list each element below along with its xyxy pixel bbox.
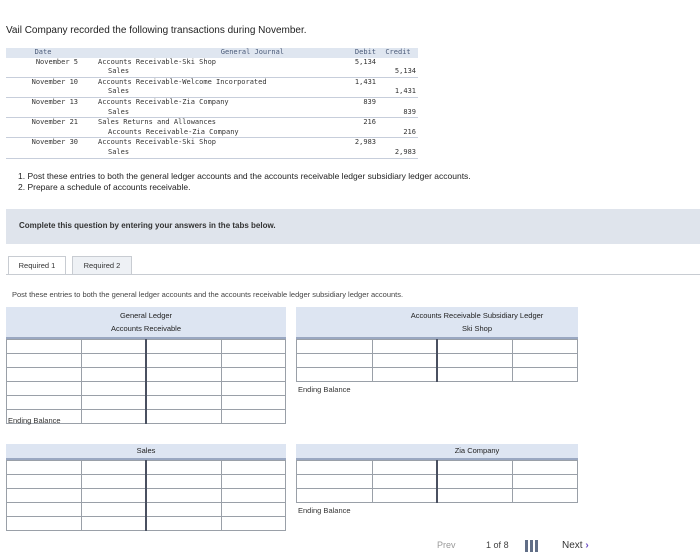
sub-ski-debit-label-cell[interactable] [297,368,373,382]
gl-ar-ending-balance-label: Ending Balance [8,416,61,425]
journal-credit [378,58,418,68]
journal-date: November 21 [31,118,78,127]
next-button[interactable] [562,540,589,551]
journal-account: Sales [84,148,334,158]
gl-ar-credit-label-cell[interactable] [146,354,221,368]
sub-ski-credit-amount-cell[interactable] [513,368,578,382]
chevron-right-icon: › [585,540,589,551]
journal-credit: 5,134 [378,67,418,77]
sub-zia-debit-label-cell[interactable] [297,489,373,503]
journal-account: Sales [84,87,334,97]
gl-sales-row [7,475,286,489]
gl-ar-row [7,382,286,396]
journal-date: November 10 [31,77,78,86]
journal-row [6,108,418,118]
sub-zia-ending-balance-label: Ending Balance [298,506,351,515]
intro-text: Vail Company recorded the following transactions during November. [6,25,307,36]
gl-ar-credit-amount-cell[interactable] [221,354,285,368]
gl-account-ar-title: Accounts Receivable [110,324,182,333]
journal-date [6,148,84,158]
journal-row [6,128,418,138]
gl-sales-debit-label-cell[interactable] [7,489,82,503]
gl-ar-debit-amount-cell[interactable] [82,368,146,382]
gl-ar-debit-label-cell[interactable] [7,382,82,396]
gl-ar-row [7,354,286,368]
journal-row [6,87,418,97]
sub-zia-header [296,444,578,460]
gl-sales-row [7,503,286,517]
gl-ar-credit-amount-cell[interactable] [221,410,285,424]
gl-sales-credit-amount-cell[interactable] [221,517,285,531]
sub-zia-credit-amount-cell[interactable] [513,489,578,503]
page-current: 1 [486,540,492,550]
instructions [18,171,471,193]
gl-ar-credit-label-cell[interactable] [146,368,221,382]
gl-sales-debit-amount-cell[interactable] [82,503,146,517]
gl-sales-debit-amount-cell[interactable] [82,489,146,503]
grid-icon[interactable] [525,540,539,552]
gl-ar-debit-amount-cell[interactable] [82,410,146,424]
gl-sales-debit-amount-cell[interactable] [82,475,146,489]
gl-sales-credit-label-cell[interactable] [146,475,221,489]
page-of: of [493,540,502,550]
sub-ski-debit-amount-cell[interactable] [372,340,437,354]
gl-sales-debit-amount-cell[interactable] [82,517,146,531]
journal-debit: 1,431 [354,77,376,86]
gl-sales-debit-label-cell[interactable] [7,461,82,475]
gl-ar-debit-amount-cell[interactable] [82,340,146,354]
page-total: 8 [503,540,509,550]
journal-row [6,97,418,107]
banner-text: Complete this question by entering your answers in the tabs below. [19,221,276,230]
gl-sales-header [6,444,286,460]
sub-ski-credit-amount-cell[interactable] [513,354,578,368]
journal-debit: 839 [363,97,376,106]
journal-account: Accounts Receivable-Ski Shop [98,57,217,66]
sub-zia-credit-label-cell[interactable] [437,461,513,475]
gl-account-sales-title: Sales [136,446,156,455]
gl-ar-debit-amount-cell[interactable] [82,396,146,410]
sub-ski-credit-label-cell[interactable] [437,354,513,368]
journal-row [6,58,418,68]
gl-ar-debit-label-cell[interactable] [7,396,82,410]
sub-ski-row [297,354,578,368]
sub-zia-debit-amount-cell[interactable] [372,489,437,503]
gl-ar-credit-label-cell[interactable] [146,396,221,410]
gl-ar-credit-amount-cell[interactable] [221,340,285,354]
journal-row [6,77,418,87]
gl-sales-debit-label-cell[interactable] [7,517,82,531]
next-label: Next [562,540,583,551]
journal-account: Sales [84,108,334,118]
sub-ski-credit-label-cell[interactable] [437,340,513,354]
sub-zia-row [297,475,578,489]
gl-sales-debit-amount-cell[interactable] [82,461,146,475]
gl-sales-credit-amount-cell[interactable] [221,503,285,517]
gl-sales-credit-label-cell[interactable] [146,489,221,503]
sub-zia-credit-amount-cell[interactable] [513,461,578,475]
sub-zia-debit-amount-cell[interactable] [372,461,437,475]
journal-date [6,108,84,118]
gl-ar-debit-amount-cell[interactable] [82,382,146,396]
sub-zia-row [297,489,578,503]
journal-row [6,118,418,128]
prev-button[interactable] [437,540,456,550]
gl-ar-credit-label-cell[interactable] [146,410,221,424]
journal-debit: 5,134 [354,57,376,66]
gl-ar-credit-label-cell[interactable] [146,382,221,396]
journal-account: Sales [84,67,334,77]
journal-debit [334,108,378,118]
journal-header-credit: Credit [378,48,418,58]
journal-date: November 13 [31,97,78,106]
sub-account-ski-title: Ski Shop [461,324,493,333]
journal-row [6,67,418,77]
journal-account: Accounts Receivable-Zia Company [84,128,334,138]
journal-credit: 1,431 [378,87,418,97]
gl-ar-row [7,340,286,354]
journal-debit: 216 [363,118,376,127]
gl-ar-credit-amount-cell[interactable] [221,382,285,396]
sub-account-zia-title: Zia Company [454,446,500,455]
journal-debit [334,128,378,138]
gl-ar-debit-label-cell[interactable] [7,368,82,382]
journal-debit: 2,983 [354,138,376,147]
instruction-banner [6,209,700,244]
sub-zia-debit-amount-cell[interactable] [372,475,437,489]
journal-header-title: General Journal [84,48,334,58]
journal-date [6,67,84,77]
gl-ar-row [7,396,286,410]
gl-ar-debit-label-cell[interactable] [7,340,82,354]
sub-title: Accounts Receivable Subsidiary Ledger [410,311,544,320]
journal-date [6,128,84,138]
gl-ar-debit-label-cell[interactable] [7,354,82,368]
journal-header [6,48,418,58]
journal-account: Accounts Receivable-Welcome Incorporated [98,77,267,86]
sub-ski-credit-amount-cell[interactable] [513,340,578,354]
journal-debit [334,67,378,77]
gl-title: General Ledger [119,311,173,320]
journal-debit [334,87,378,97]
general-journal-table [6,48,418,159]
sub-ski-debit-label-cell[interactable] [297,340,373,354]
sub-zia-row [297,461,578,475]
gl-ar-credit-amount-cell[interactable] [221,368,285,382]
journal-credit [378,118,418,128]
sub-ski-row [297,368,578,382]
journal-date: November 5 [35,57,78,66]
instruction-1: 1. Post these entries to both the general ledger accounts and the accounts receivable ledger subsidiary ledger accounts. [18,171,471,181]
journal-account: Accounts Receivable-Ski Shop [98,138,217,147]
gl-sales-row [7,489,286,503]
gl-sales-credit-amount-cell[interactable] [221,489,285,503]
journal-row [6,148,418,158]
gl-sales-credit-label-cell[interactable] [146,517,221,531]
sub-header [296,307,578,339]
prev-label: Prev [437,540,456,550]
instruction-2: 2. Prepare a schedule of accounts receivable. [18,182,191,192]
sub-ski-ending-balance-label: Ending Balance [298,385,351,394]
sub-ski-debit-amount-cell[interactable] [372,354,437,368]
journal-row [6,138,418,148]
sub-ski-debit-amount-cell[interactable] [372,368,437,382]
gl-ar-credit-label-cell[interactable] [146,340,221,354]
journal-credit [378,97,418,107]
tab-required-2[interactable]: Required 2 [72,256,132,275]
journal-credit [378,138,418,148]
sub-zia-t-account [296,460,578,503]
post-instruction: Post these entries to both the general ledger accounts and the accounts receivable ledger subsidiary ledger accounts. [12,290,404,299]
gl-header [6,307,286,339]
gl-sales-credit-label-cell[interactable] [146,461,221,475]
journal-header-debit: Debit [334,48,378,58]
gl-sales-row [7,461,286,475]
gl-sales-credit-label-cell[interactable] [146,503,221,517]
journal-debit [334,148,378,158]
sub-zia-credit-label-cell[interactable] [437,489,513,503]
sub-ski-row [297,340,578,354]
journal-header-date: Date [6,48,84,58]
gl-sales-credit-amount-cell[interactable] [221,461,285,475]
gl-sales-row [7,517,286,531]
journal-credit: 216 [378,128,418,138]
journal-credit: 839 [378,108,418,118]
gl-sales-debit-label-cell[interactable] [7,475,82,489]
gl-sales-t-account [6,460,286,531]
sub-zia-credit-label-cell[interactable] [437,475,513,489]
sub-zia-credit-amount-cell[interactable] [513,475,578,489]
sub-zia-debit-label-cell[interactable] [297,475,373,489]
sub-ski-credit-label-cell[interactable] [437,368,513,382]
sub-ski-debit-label-cell[interactable] [297,354,373,368]
sub-ski-t-account [296,339,578,382]
sub-zia-debit-label-cell[interactable] [297,461,373,475]
page-indicator [486,540,509,550]
gl-ar-row [7,368,286,382]
journal-account: Accounts Receivable-Zia Company [98,97,229,106]
journal-credit [378,77,418,87]
gl-sales-credit-amount-cell[interactable] [221,475,285,489]
journal-date [6,87,84,97]
gl-ar-t-account [6,339,286,424]
gl-ar-debit-amount-cell[interactable] [82,354,146,368]
gl-ar-credit-amount-cell[interactable] [221,396,285,410]
journal-account: Sales Returns and Allowances [98,118,217,127]
tab-required-1[interactable]: Required 1 [8,256,66,275]
gl-sales-debit-label-cell[interactable] [7,503,82,517]
journal-date: November 30 [31,138,78,147]
journal-credit: 2,983 [378,148,418,158]
tab-divider [6,274,700,275]
